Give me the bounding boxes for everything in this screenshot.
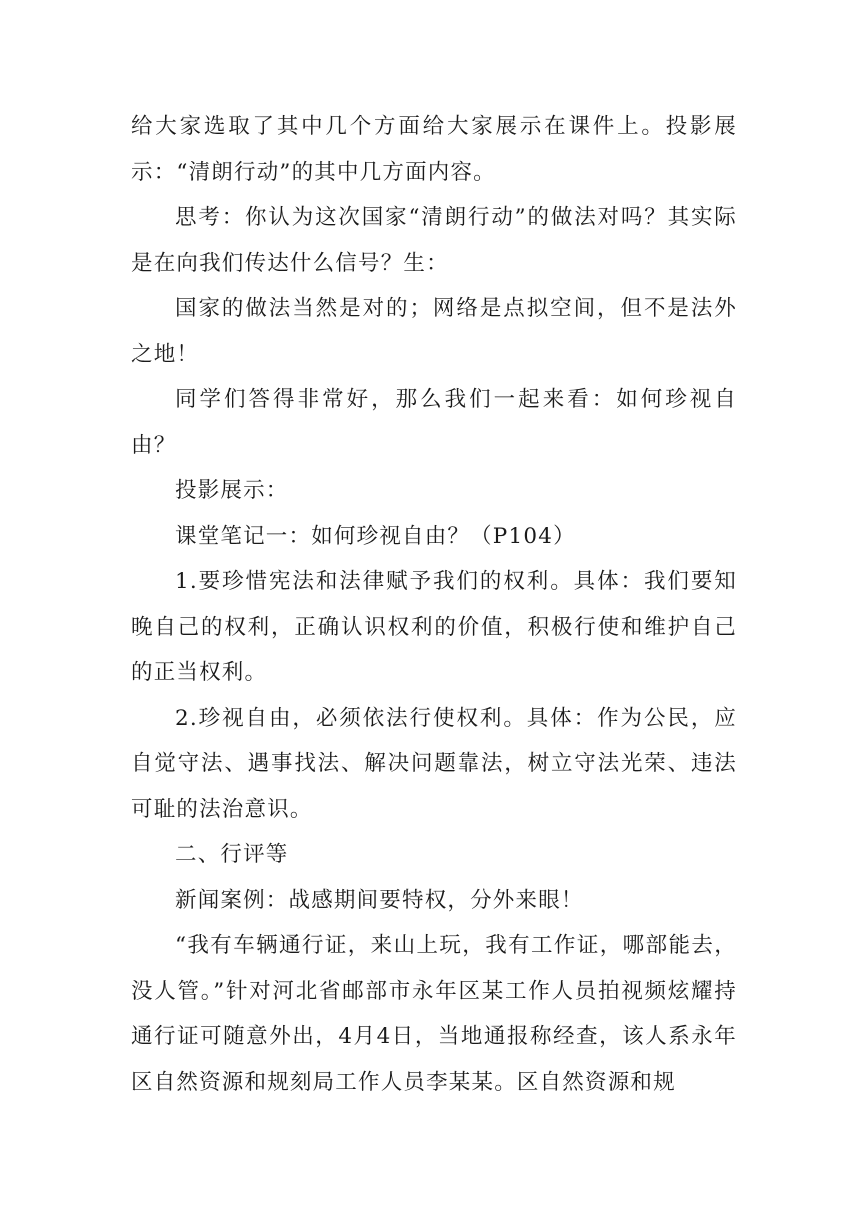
paragraph-10: 新闻案例：战感期间要特权，分外来眼！ xyxy=(175,887,584,913)
paragraph-6: 课堂笔记一：如何珍视自由？（P104） xyxy=(175,523,576,549)
paragraph-5: 投影展示： xyxy=(175,478,289,503)
paragraph-8: 2.珍视自由，必须依法行使权利。具体：作为公民，应自觉守法、遇事找法、解决问题靠法，树立守法光荣、违法可耻的法治意识。 xyxy=(131,705,737,822)
paragraph-3: 国家的做法当然是对的；网络是点拟空间，但不是法外之地！ xyxy=(131,296,737,367)
paragraph-2: 思考：你认为这次国家“清朗行动”的做法对吗？其实际是在向我们传达什么信号？生： xyxy=(131,205,737,276)
paragraph-11: “我有车辆通行证，来山上玩，我有工作证，哪部能去，没人管。”针对河北省邮部市永年区某工作人员拍视频炫耀持通行证可随意外出，4月4日，当地通报称经查，该人系永年区自然资源和规刻局工作人员李某某。区自然资源和规 xyxy=(131,933,737,1095)
section-heading: 二、行评等 xyxy=(175,842,289,867)
paragraph-1: 给大家选取了其中几个方面给大家展示在课件上。投影展示：“清朗行动”的其中几方面内容。 xyxy=(131,114,737,185)
paragraph-4: 同学们答得非常好，那么我们一起来看：如何珍视自由？ xyxy=(131,387,737,458)
paragraph-7: 1.要珍惜宪法和法律赋予我们的权利。具体：我们要知晚自己的权利，正确认识权利的价值，积极行使和维护自己的正当权利。 xyxy=(131,569,737,685)
document-body xyxy=(131,104,737,1105)
